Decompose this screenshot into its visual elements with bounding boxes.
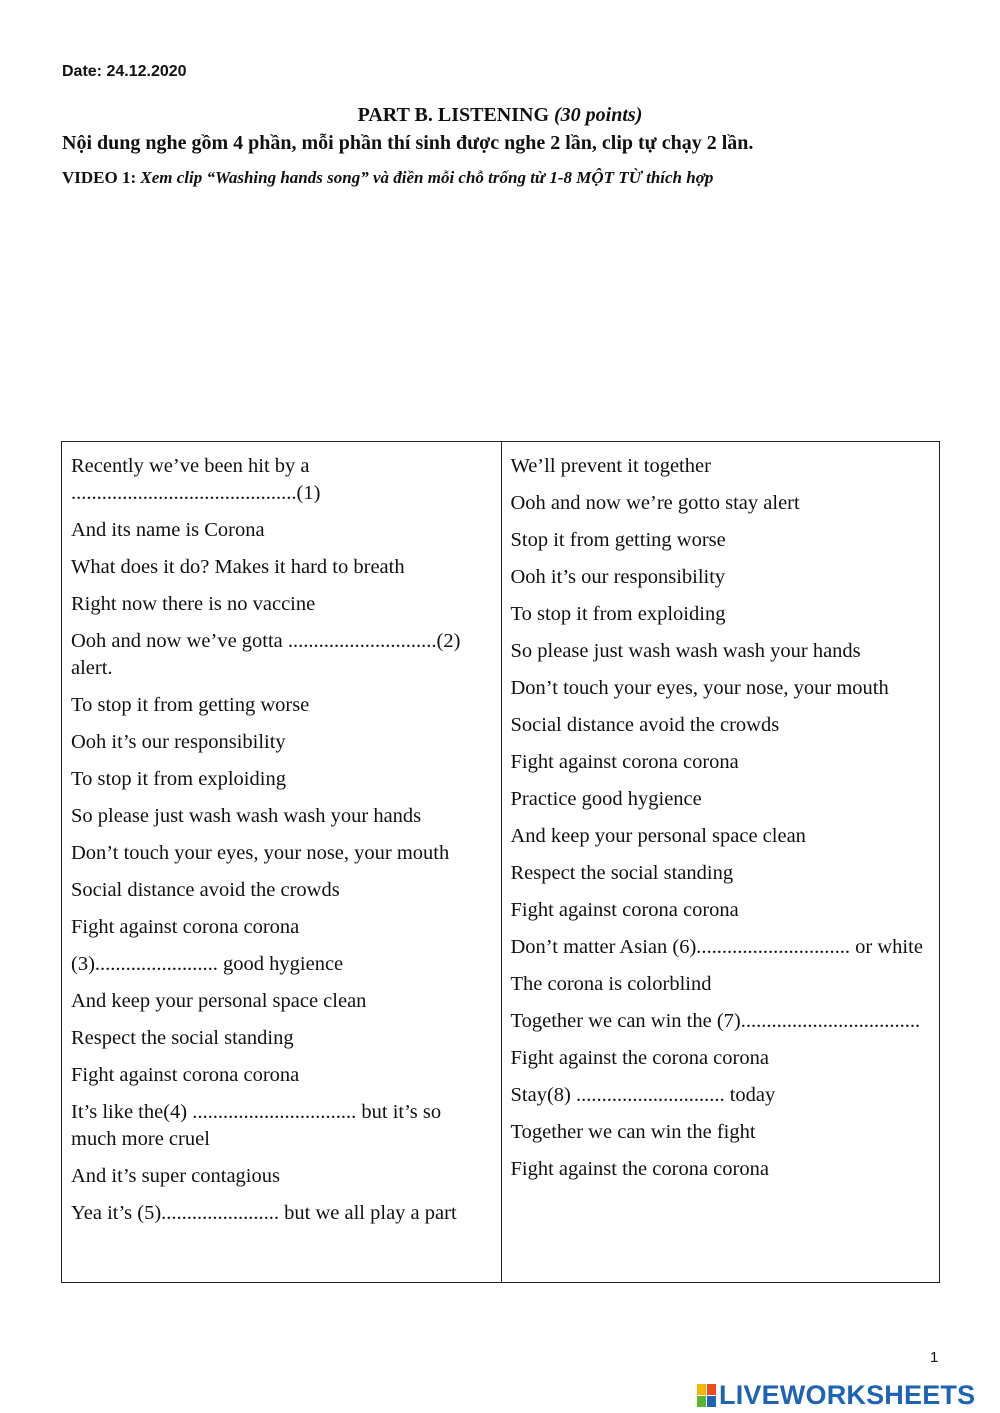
lyrics-column-right: [502, 442, 940, 1282]
lyric-line: The corona is colorblind: [510, 973, 712, 995]
lyric-line: Fight against corona corona: [71, 916, 300, 938]
lyric-line: Fight against the corona corona: [510, 1158, 769, 1180]
lyric-line: What does it do? Makes it hard to breath: [71, 556, 405, 578]
lyrics-column-left: [62, 442, 502, 1282]
lyric-line: Recently we’ve been hit by a ............................................(1): [71, 455, 321, 504]
lyric-line: Respect the social standing: [71, 1027, 294, 1049]
lyric-line: To stop it from exploiding: [71, 768, 286, 790]
part-title-text: PART B. LISTENING: [357, 104, 550, 126]
part-title: [0, 104, 1000, 127]
lyric-line: Ooh it’s our responsibility: [71, 731, 286, 753]
lyric-line: Practice good hygience: [510, 788, 702, 810]
lyric-line: And keep your personal space clean: [510, 825, 806, 847]
lyric-line: And it’s super contagious: [71, 1165, 280, 1187]
lyric-line: And keep your personal space clean: [71, 990, 367, 1012]
page-number: 1: [930, 1349, 939, 1366]
lyric-line: Don’t touch your eyes, your nose, your mouth: [510, 677, 889, 699]
lyric-line: Social distance avoid the crowds: [71, 879, 340, 901]
liveworksheets-logo: [697, 1380, 975, 1411]
lyric-line: Together we can win the fight: [510, 1121, 756, 1143]
lyric-line: It’s like the(4) ................................ but it’s so much more cruel: [71, 1101, 442, 1150]
video-label: VIDEO 1:: [62, 168, 137, 187]
lyric-line: Fight against corona corona: [510, 899, 739, 921]
lyric-line: Ooh it’s our responsibility: [510, 566, 726, 588]
video-instruction-text: Xem clip “Washing hands song” và điền mỗi chỗ trống từ 1-8 MỘT TỪ thích hợp: [140, 168, 714, 187]
logo-text: LIVEWORKSHEETS: [719, 1380, 976, 1410]
lyrics-table: [61, 441, 940, 1283]
video-instruction: [62, 168, 713, 188]
lyric-line: So please just wash wash wash your hands: [510, 640, 861, 662]
lyric-line: Ooh and now we’re gotto stay alert: [510, 492, 800, 514]
lyric-line: (3)........................ good hygience: [71, 953, 344, 975]
logo-mark-square: [707, 1396, 716, 1407]
lyric-line: Don’t matter Asian (6).............................. or white: [510, 936, 923, 958]
lyric-line: Social distance avoid the crowds: [510, 714, 780, 736]
lyric-line: Yea it’s (5)....................... but we all play a part: [71, 1202, 457, 1224]
lyric-line: Stay(8) ............................. today: [510, 1084, 776, 1106]
lyric-line: Respect the social standing: [510, 862, 734, 884]
lyric-line: Don’t touch your eyes, your nose, your mouth: [71, 842, 450, 864]
logo-mark-square: [697, 1396, 706, 1407]
lyric-line: Fight against the corona corona: [510, 1047, 769, 1069]
lyric-line: Ooh and now we’ve gotta .............................(2) alert.: [71, 630, 461, 679]
liveworksheets-logo-icon: [697, 1384, 716, 1407]
lyric-line: Fight against corona corona: [71, 1064, 300, 1086]
lyric-line: And its name is Corona: [71, 519, 265, 541]
date-label: Date: 24.12.2020: [62, 63, 187, 80]
lyric-line: To stop it from exploiding: [510, 603, 726, 625]
logo-mark-square: [707, 1384, 716, 1395]
part-points: (30 points): [554, 104, 643, 126]
lyric-line: Stop it from getting worse: [510, 529, 726, 551]
lyric-line: To stop it from getting worse: [71, 694, 310, 716]
listening-instruction: Nội dung nghe gồm 4 phần, mỗi phần thí sinh được nghe 2 lần, clip tự chạy 2 lần.: [62, 132, 754, 154]
lyric-line: We’ll prevent it together: [510, 455, 711, 477]
lyric-line: Fight against corona corona: [510, 751, 739, 773]
logo-mark-square: [697, 1384, 706, 1395]
lyric-line: Together we can win the (7)...................................: [510, 1010, 921, 1032]
lyric-line: Right now there is no vaccine: [71, 593, 316, 615]
lyric-line: So please just wash wash wash your hands: [71, 805, 422, 827]
